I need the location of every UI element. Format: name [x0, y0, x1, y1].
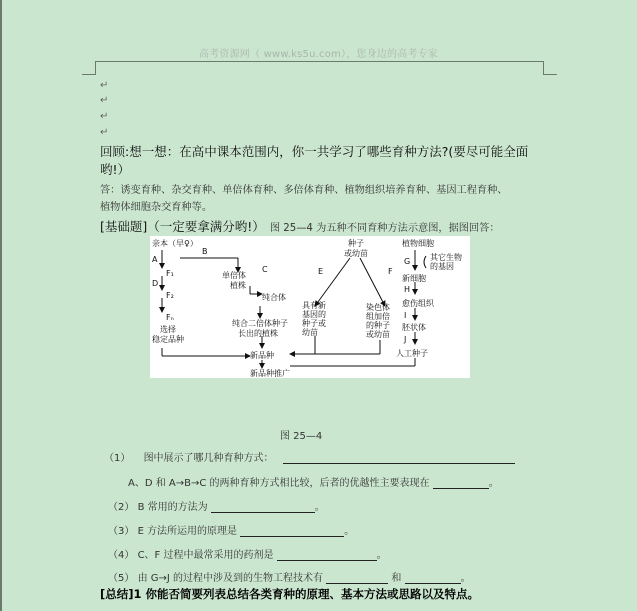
label-Fn: Fₙ [166, 313, 174, 322]
review-answer-line1: 答：诱变育种、杂交育种、单倍体育种、多倍体育种、植物组织培养育种、基因工程育种、 [100, 185, 508, 196]
paragraph-mark-icon: ↵ [100, 111, 109, 122]
label-other-gene2: 的基因 [430, 262, 454, 271]
label-C: C [262, 265, 268, 274]
label-J: J [404, 335, 407, 344]
label-plant: 植株 [230, 281, 246, 290]
question-number: （5） [108, 573, 135, 584]
figure-caption: 图 25—4 [280, 431, 323, 442]
question-number: （3） [108, 526, 135, 537]
label-parent: 亲本（早♀） [152, 239, 198, 248]
answer-blank[interactable] [277, 550, 377, 561]
label-B: B [202, 247, 208, 256]
answer-blank[interactable] [240, 526, 344, 537]
label-I: I [404, 311, 407, 320]
label-poly2: 组加倍 [366, 312, 390, 321]
question-1b: A、D 和 A→B→C 的两种育种方式相比较，后者的优越性主要表现在 。 [128, 478, 499, 489]
left-margin-line [0, 0, 2, 611]
label-H: H [404, 285, 411, 294]
question-number: （1） [104, 453, 131, 464]
label-poly3: 的种子 [366, 321, 390, 330]
label-A: A [152, 255, 158, 264]
label-G: G [404, 257, 411, 266]
question-1 [104, 449, 515, 464]
question-number: （4） [108, 550, 135, 561]
label-callus: 愈伤组织 [402, 299, 434, 308]
label-artificial-seed: 人工种子 [396, 349, 428, 358]
question-text: 图中展示了哪几种育种方式： [143, 453, 274, 464]
label-haploid: 单倍体 [222, 271, 246, 280]
label-E: E [318, 267, 324, 276]
label-other-gene1: 其它生物 [430, 253, 462, 262]
label-plant-cell: 植物细胞 [402, 239, 434, 248]
answer-blank[interactable] [283, 453, 515, 464]
answer-blank[interactable] [405, 573, 461, 584]
review-question-cont: 哟!） [100, 162, 131, 177]
question-number: （2） [108, 502, 135, 513]
answer-blank[interactable] [433, 478, 489, 489]
basic-label: [基础题]（一定要拿满分哟!） [100, 219, 265, 234]
review-answer-line2: 植物体细胞杂交育种等。 [100, 202, 213, 213]
question-3: （3） E 方法所运用的原理是 。 [108, 526, 355, 537]
question-text: B 常用的方法为 [137, 502, 208, 513]
label-new-gene4: 幼苗 [302, 328, 318, 337]
label-promotion: 新品种推广 [250, 369, 290, 378]
question-and: 和 [391, 573, 402, 584]
question-text: 由 G→J 的过程中涉及到的生物工程技术有 [137, 573, 323, 584]
question-5: （5） 由 G→J 的过程中涉及到的生物工程技术有 和 。 [108, 573, 471, 584]
question-text: C、F 过程中最常采用的药剂是 [137, 550, 274, 561]
label-F1: F₁ [166, 269, 174, 278]
question-2: （2） B 常用的方法为 。 [108, 502, 325, 513]
label-new-gene3: 种子或 [302, 319, 326, 328]
label-new-gene2: 基因的 [302, 310, 326, 319]
label-new-variety: 新品种 [250, 351, 274, 360]
header-rule [95, 61, 544, 62]
paragraph-mark-icon: ↵ [100, 127, 109, 138]
label-seed: 种子 [348, 239, 364, 248]
question-text: A、D 和 A→B→C 的两种育种方式相比较，后者的优越性主要表现在 [128, 478, 430, 489]
label-seedling: 或幼苗 [344, 249, 368, 258]
label-new-gene1: 具有新 [302, 301, 326, 310]
label-F2: F₂ [166, 291, 174, 300]
corner-mark-left [82, 74, 96, 75]
summary-question: [总结]1 你能否简要列表总结各类育种的原理、基本方法或思路以及特点。 [100, 587, 480, 601]
label-homozygote-long: 纯合二倍体种子 [232, 319, 288, 328]
corner-mark-right [543, 74, 557, 75]
header-rule-right-tick [543, 61, 544, 75]
label-new-cell: 新细胞 [402, 274, 426, 283]
label-embryoid: 胚状体 [402, 323, 426, 332]
question-4: （4） C、F 过程中最常采用的药剂是 。 [108, 550, 387, 561]
label-homozygote-long2: 长出的植株 [238, 329, 278, 338]
label-poly1: 染色体 [366, 303, 390, 312]
label-select: 选择 [160, 325, 176, 334]
label-F: F [388, 267, 393, 276]
label-homozygote: 纯合体 [262, 293, 286, 302]
basic-text: 图 25—4 为五种不同育种方法示意图，据图回答： [269, 223, 500, 234]
paragraph-mark-icon: ↵ [100, 95, 109, 106]
label-poly4: 或幼苗 [366, 330, 390, 339]
breeding-diagram [150, 236, 470, 378]
header-rule-left-tick [95, 61, 96, 75]
review-question: 回顾:想一想：在高中课本范围内，你一共学习了哪些育种方法?(要尽可能全面 [100, 144, 529, 159]
label-D: D [152, 279, 159, 288]
answer-blank[interactable] [326, 573, 388, 584]
paragraph-mark-icon: ↵ [100, 80, 109, 91]
basic-section [100, 216, 500, 235]
breeding-diagram-svg [150, 236, 470, 378]
page-header: 高考资源网（ www.ks5u.com），您身边的高考专家 [198, 49, 438, 60]
answer-blank[interactable] [211, 502, 315, 513]
label-stable: 稳定品种 [152, 335, 184, 344]
question-text: E 方法所运用的原理是 [137, 526, 238, 537]
